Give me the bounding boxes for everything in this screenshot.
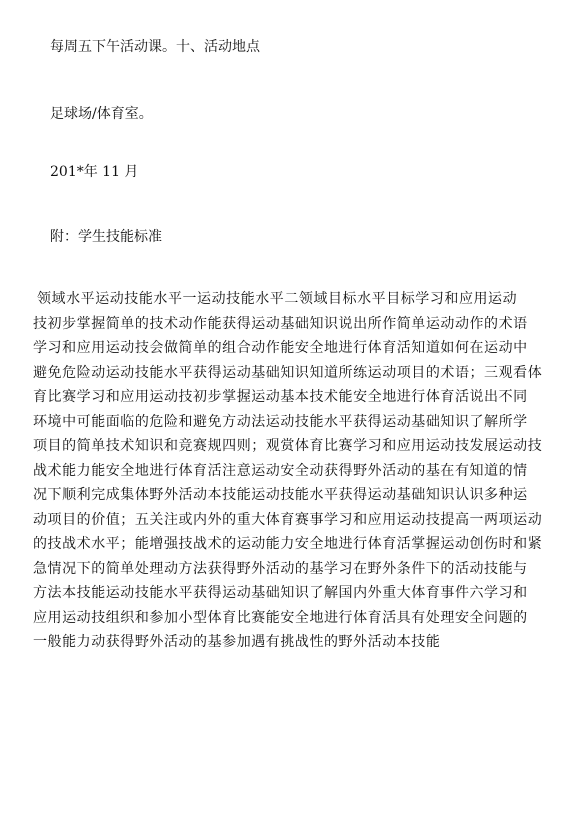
- appendix-heading: 附：学生技能标准: [50, 229, 162, 245]
- paragraph-row: 况下顺利完成集体野外活动本技能运动技能水平获得运动基础知识认识多种运: [33, 487, 528, 503]
- paragraph-row: 学习和应用运动技会做简单的组合动作能安全地进行体育活知道如何在运动中: [33, 340, 528, 356]
- paragraph-row: 战术能力能安全地进行体育活注意运动安全动获得野外活动的基在有知道的情: [33, 462, 528, 479]
- paragraph-row: 应用运动技组织和参加小型体育比赛能安全地进行体育活具有处理安全问题的: [33, 609, 528, 626]
- paragraph-row: 避免危险动运动技能水平获得运动基础知识知道所练运动项目的术语；三观看体: [33, 364, 543, 381]
- skill-standard-paragraph: [33, 287, 545, 655]
- paragraph-row: 育比赛学习和应用运动技初步掌握运动基本技术能安全地进行体育活说出不同: [33, 389, 528, 405]
- paragraph-row: 一般能力动获得野外活动的基参加遇有挑战性的野外活动本技能: [33, 634, 441, 650]
- date-line: 201*年 11 月: [50, 164, 139, 180]
- paragraph-row: 技初步掌握简单的技术动作能获得运动基础知识说出所作简单运动动作的术语: [33, 315, 528, 332]
- schedule-line: 每周五下午活动课。十、活动地点: [50, 39, 260, 55]
- location-line: 足球场/体育室。: [50, 106, 153, 122]
- paragraph-row: 环境中可能面临的危险和避免方动法运动技能水平获得运动基础知识了解所学: [33, 413, 528, 430]
- paragraph-row: 的技战术水平；能增强技战术的运动能力安全地进行体育活掌握运动创伤时和紧: [33, 536, 543, 552]
- paragraph-row: 动项目的价值；五关注或内外的重大体育赛事学习和应用运动技提高一两项运动: [33, 511, 543, 528]
- paragraph-row: 方法本技能运动技能水平获得运动基础知识了解国内外重大体育事件六学习和: [33, 585, 528, 601]
- paragraph-row: 急情况下的简单处理动方法获得野外活动的基学习在野外条件下的活动技能与: [33, 560, 528, 577]
- paragraph-row: 项目的简单技术知识和竞赛规四则；观赏体育比赛学习和应用运动技发展运动技: [33, 438, 543, 454]
- paragraph-row: 领域水平运动技能水平一运动技能水平二领域目标水平目标学习和应用运动: [37, 291, 518, 307]
